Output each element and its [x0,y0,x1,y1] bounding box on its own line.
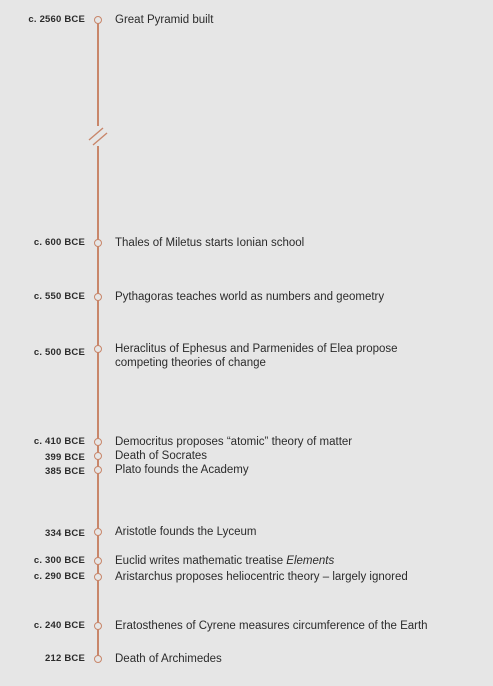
event-marker [94,655,102,663]
axis-break-icon [86,124,110,148]
event-description: Death of Archimedes [115,653,222,665]
timeline-event [0,570,493,584]
event-date: c. 240 BCE [33,620,85,631]
event-marker [94,452,102,460]
event-marker [94,239,102,247]
event-date: c. 2560 BCE [28,14,85,25]
timeline-event [0,554,493,568]
event-date: c. 290 BCE [33,571,85,582]
book-title: Elements [286,555,335,567]
event-description: Pythagoras teaches world as numbers and geometry [115,291,385,303]
timeline-event [0,236,493,250]
event-description: Aristarchus proposes heliocentric theory – largely ignored [115,571,408,583]
timeline-axis-upper [97,20,99,126]
timeline-event [0,435,493,449]
event-date: 385 BCE [45,466,85,477]
event-description: Eratosthenes of Cyrene measures circumference of the Earth [115,620,428,632]
event-date: c. 550 BCE [33,291,85,302]
timeline-event [0,652,493,666]
event-description-text: Euclid writes mathematic treatise [115,555,287,567]
event-marker [94,438,102,446]
timeline-event [0,619,493,633]
timeline-event [0,463,493,477]
event-marker [94,293,102,301]
event-description: Great Pyramid built [115,14,214,26]
event-marker [94,573,102,581]
event-marker [94,16,102,24]
event-date: 399 BCE [45,452,85,463]
event-date: c. 600 BCE [33,237,85,248]
event-marker [94,345,102,353]
timeline-event [0,342,493,369]
event-description: Death of Socrates [115,450,208,462]
event-description: Aristotle founds the Lyceum [115,526,257,538]
event-description: Thales of Miletus starts Ionian school [115,237,305,249]
timeline-event [0,449,493,463]
event-date: c. 500 BCE [33,347,85,358]
event-description [115,554,485,568]
event-date: c. 300 BCE [33,555,85,566]
timeline-event [0,13,493,27]
event-description: Plato founds the Academy [115,464,249,476]
event-marker [94,466,102,474]
event-date: c. 410 BCE [33,436,85,447]
timeline-event [0,290,493,304]
event-date: 334 BCE [45,528,85,539]
event-marker [94,622,102,630]
timeline-event [0,525,493,539]
event-marker [94,557,102,565]
event-description: Democritus proposes “atomic” theory of matter [115,436,353,448]
event-marker [94,528,102,536]
event-date: 212 BCE [45,653,85,664]
event-description: Heraclitus of Ephesus and Parmenides of Elea propose competing theories of change [115,343,398,369]
